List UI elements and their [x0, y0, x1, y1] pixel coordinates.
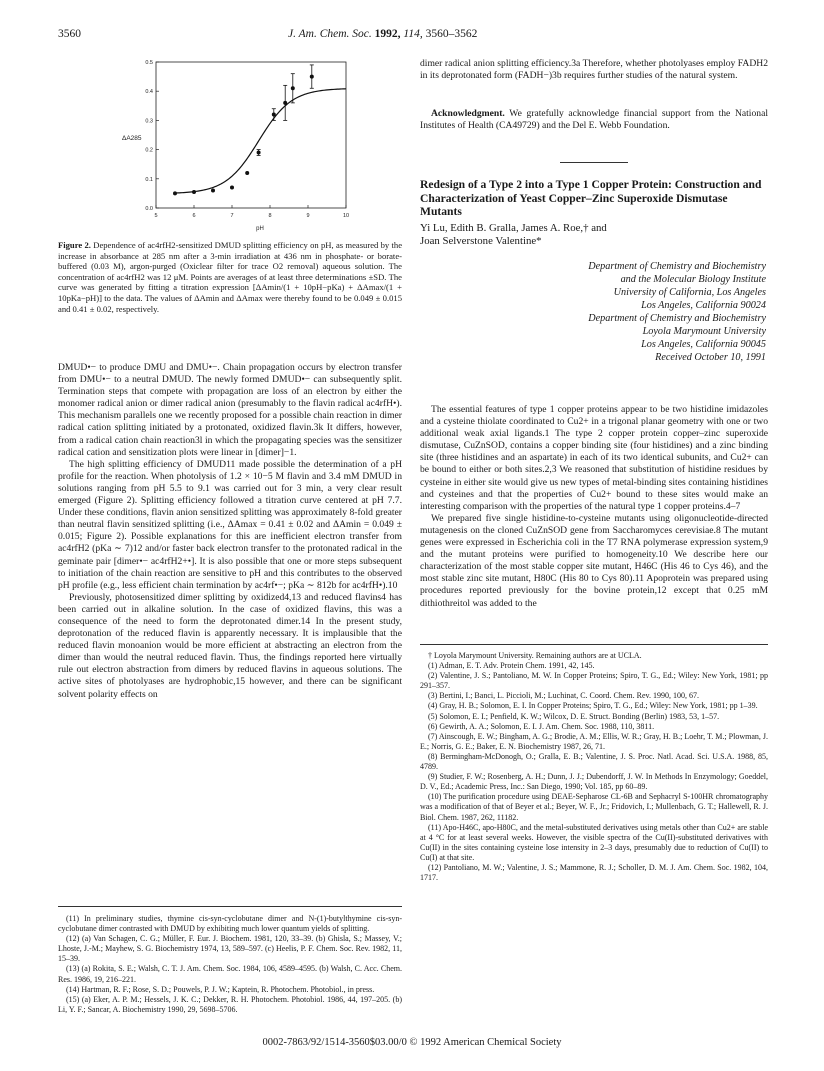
footnote: (5) Solomon, E. I.; Penfield, K. W.; Wilcox, D. E. Struct. Bonding (Berlin) 1983, 53, 1–57. — [428, 711, 720, 721]
journal-year: 1992, — [374, 28, 401, 40]
right-footnotes — [420, 651, 768, 883]
journal-name: J. Am. Chem. Soc. — [288, 28, 372, 40]
page-number: 3560 — [58, 28, 81, 40]
article-separator — [560, 162, 628, 163]
acknowledgment-text: We gratefully acknowledge financial support from the National Institutes of Health (CA49729) and the Del E. Webb Foundation. — [420, 108, 768, 132]
footnote: (7) Ainscough, E. W.; Bingham, A. G.; Brodie, A. M.; Ellis, W. R.; Gray, H. B.; Loehr, T. M.; Plowman, J. E.; Norris, G. E.; Baker, E. N. Biochemistry 1987, 26, 71. — [420, 731, 768, 751]
affiliation-line: Los Angeles, California 90045 — [641, 339, 766, 350]
paragraph: dimer radical anion splitting efficiency.3a Therefore, whether photolyases employ FADH2 in its deprotonated form (FADH−)3b requires further studies of the natural system. — [420, 58, 768, 82]
y-tick-label: 0.1 — [145, 176, 153, 183]
data-point — [230, 186, 234, 190]
footnote: (9) Studier, F. W.; Rosenberg, A. H.; Dunn, J. J.; Dubendorff, J. W. In Methods In Enzymology; Goeddel, D. V., Ed.; Academic Press, Inc.: San Diego, 1990; Vol. 185, pp 60–89. — [420, 772, 768, 792]
footnote: (10) The purification procedure using DEAE-Sepharose CL-6B and Sephacryl S-100HR chromatography was a modification of that of Beyer et al.; Beyer, W. F., Jr.; Fridovich, I.; Mullenbach, G. T.; Hallewell, R. J. Biol. Chem. 1987, 262, 11182. — [420, 792, 768, 822]
authors-line: Yi Lu, Edith B. Gralla, James A. Roe,† and — [420, 222, 607, 234]
authors-line: Joan Selverstone Valentine* — [420, 235, 542, 247]
fit-curve — [175, 89, 346, 193]
figure-caption-label: Figure 2. — [58, 240, 91, 250]
data-point — [245, 171, 249, 175]
footnote: (11) In preliminary studies, thymine cis-syn-cyclobutane dimer and N-(1)-butylthymine cis-syn-cyclobutane dimer contrasted with DMUD by exhibiting much lower quantum yields of splitting. — [58, 914, 402, 934]
affiliations — [420, 260, 766, 364]
footnote: (13) (a) Rokita, S. E.; Walsh, C. T. J. Am. Chem. Soc. 1984, 106, 4589–4595. (b) Walsh, C. Acc. Chem. Res. 1986, 19, 216–221. — [58, 964, 402, 984]
acknowledgment — [420, 108, 768, 132]
affiliation-line: Los Angeles, California 90024 — [641, 300, 766, 311]
copyright-footer: 0002-7863/92/1514-3560$03.00/0 © 1992 American Chemical Society — [262, 1037, 562, 1048]
acknowledgment-label: Acknowledgment. — [431, 108, 505, 119]
x-tick-label: 10 — [342, 213, 350, 219]
x-tick-label: 8 — [268, 213, 272, 219]
x-tick-label: 5 — [154, 213, 158, 219]
data-point — [257, 151, 261, 155]
footnote: (14) Hartman, R. F.; Rose, S. D.; Pouwels, P. J. W.; Kaptein, R. Photochem. Photobiol., in press. — [66, 984, 375, 994]
left-footnotes — [58, 914, 402, 1015]
journal-volume: 114, — [403, 28, 423, 40]
paragraph: The high splitting efficiency of DMUD11 made possible the determination of a pH profile for the reaction. When photolysis of 1.2 × 10−5 M flavin and 3.4 mM DMUD in solutions ranging from pH 5.5 to 9.1 was carried out for 3 min, a very clear result emerged (Figure 2). Splitting efficiency followed a titration curve centered at pH 7.7. Under these conditions, flavin anion sensitized splitting was approximately 8-fold greater than neutral flavin sensitized splitting (i.e., ΔAmax = 0.41 ± 0.02 and ΔAmin = 0.049 ± 0.015; Figure 2). Possible explanations for this are inefficient electron transfer from ac4rfH2 (pKa ∼ 7)12 and/or faster back electron transfer to the protonated radical in the geminate pair [dimer•− ac4rfH2+•]. It is also possible that one or more steps subsequent to initiation of the chain reaction are sensitive to pH and this contributes to the observed pH profile (e.g., less efficient chain termination by ac4rf•−; pKa ∼ 812b for ac4rfH•).10 — [58, 458, 402, 591]
journal-citation — [288, 28, 477, 40]
footnote: (12) Pantoliano, M. W.; Valentine, J. S.; Mammone, R. J.; Scholler, D. M. J. Am. Chem. Soc. 1982, 104, 1717. — [420, 862, 768, 883]
footnote: (2) Valentine, J. S.; Pantoliano, M. W. In Copper Proteins; Spiro, T. G., Ed.; Wiley: New York, 1981; pp 291–357. — [420, 671, 768, 691]
data-point — [291, 86, 295, 90]
data-point — [272, 113, 276, 117]
paragraph: We prepared five single histidine-to-cysteine mutants using oligonucleotide-directed mutagenesis on the cloned CuZnSOD gene from Saccharomyces cerevisiae.8 The mutant genes were expressed in Escherichia coli in the T7 RNA polymerase expression system,9 and the mutant proteins were purified to homogeneity.10 We describe here our characterization of the most stable copper site mutant, H46C (His 46 to Cys 46), and the most stable zinc site mutant, H80C (His 80 to Cys 80).11 Apoprotein was prepared using procedures reported previously for the bovine protein,12 except that 0.25 mM dithiothreitol was added to the — [420, 512, 768, 609]
affiliation-line: University of California, Los Angeles — [613, 287, 766, 298]
footnote: (4) Gray, H. B.; Solomon, E. I. In Copper Proteins; Spiro, T. G., Ed.; Wiley: New York, 1981; pp 1–39. — [428, 701, 758, 711]
footnote: (11) Apo-H46C, apo-H80C, and the metal-substituted derivatives using metals other than Cu2+ are stable at 4 °C for at least several weeks. However, the visible spectra of the Cu(II)-substituted derivatives with Cu(II) in the sites containing cysteine lose intensity in 2–3 days, presumably due to reduction of Cu(II) to Cu(I) at that site. — [420, 822, 768, 862]
journal-pages: 3560–3562 — [425, 28, 478, 40]
figure-caption-text: Dependence of ac4rfH2-sensitized DMUD splitting efficiency on pH, as measured by the increase in absorbance at 285 nm after a 3-min irradiation at 436 nm in phosphate- or borate-buffered (0.03 M), argon-purged (Oxiclear filter for trace O2 removal) aqueous solution. The concentration of ac4rfH2 was 12 μM. Points are averages of at least three determinations ±SD. The curve was generated by fitting a titration expression [ΔAmin/(1 + 10pH−pKa) + ΔAmax/(1 + 10pKa−pH)] to the data. The values of ΔAmin and ΔAmax were thereby found to be 0.049 ± 0.015 and 0.41 ± 0.02, respectively. — [58, 240, 403, 314]
figure-2-chart — [120, 56, 360, 234]
x-tick-label: 9 — [306, 213, 310, 219]
x-tick-label: 6 — [192, 213, 196, 219]
data-point — [211, 188, 215, 192]
footnote: † Loyola Marymount University. Remaining authors are at UCLA. — [428, 651, 642, 660]
y-axis-label: ΔA285 — [122, 135, 142, 142]
data-point — [192, 190, 196, 194]
x-axis-label: pH — [256, 226, 264, 232]
y-tick-label: 0.5 — [145, 60, 153, 66]
y-tick-label: 0.3 — [145, 118, 153, 125]
affiliation-line: Loyola Marymount University — [642, 326, 766, 337]
received-date: Received October 10, 1991 — [655, 352, 766, 363]
affiliation-line: Department of Chemistry and Biochemistry — [588, 261, 766, 272]
footnote-rule — [420, 644, 768, 645]
right-column-body — [420, 404, 768, 610]
data-point — [283, 101, 287, 105]
y-tick-label: 0.2 — [145, 147, 153, 154]
footnote: (8) Bermingham-McDonogh, O.; Gralla, E. B.; Valentine, J. S. Proc. Natl. Acad. Sci. U.S.A. 1988, 85, 4789. — [420, 751, 768, 772]
x-tick-label: 7 — [230, 213, 234, 219]
affiliation-line: Department of Chemistry and Biochemistry — [588, 313, 766, 324]
y-tick-label: 0.0 — [145, 206, 153, 212]
footnote-rule — [58, 906, 402, 907]
y-tick-label: 0.4 — [145, 89, 153, 96]
article-title: Redesign of a Type 2 into a Type 1 Copper Protein: Construction and Characterization of Yeast Copper–Zinc Superoxide Dismutase Mutants — [420, 178, 762, 219]
footnote: (3) Bertini, I.; Banci, L. Piccioli, M.; Luchinat, C. Coord. Chem. Rev. 1990, 100, 67. — [428, 691, 700, 701]
running-header — [58, 28, 774, 44]
footnote: (15) (a) Eker, A. P. M.; Hessels, J. K. C.; Dekker, R. H. Photochem. Photobiol. 1986, 44, 197–205. (b) Li, Y. F.; Sancar, A. Biochemistry 1990, 29, 5698–5706. — [58, 994, 402, 1014]
figure-caption — [58, 240, 402, 314]
plot-frame — [156, 62, 346, 208]
footnote: (6) Gewirth, A. A.; Solomon, E. I. J. Am. Chem. Soc. 1988, 110, 3811. — [428, 721, 655, 731]
footnote: (1) Adman, E. T. Adv. Protein Chem. 1991, 42, 145. — [428, 661, 595, 671]
right-column-continuation — [420, 58, 768, 82]
data-point — [173, 191, 177, 195]
affiliation-line: and the Molecular Biology Institute — [620, 274, 766, 285]
paragraph: Previously, photosensitized dimer splitting by oxidized4,13 and reduced flavins4 has been carried out in alkaline solution. In the case of oxidized flavins, this was a consequence of the need to form the deprotonated dimer.14 In the present study, deprotonation of the reduced flavin is apparently necessary. It is implausible that the reduced flavin monoanion would be more efficient at abstracting an electron from the dimer than would the neutral reduced flavin. Thus, the findings reported here virtually rule out electron abstraction from dimers by reduced flavins in aqueous solutions. The active sites of photolyases are hydrophobic,15 however, and there can be significant solvent polarity effects on — [58, 591, 402, 700]
data-points — [173, 65, 314, 195]
left-column-body — [58, 362, 402, 701]
footnote: (12) (a) Van Schagen, C. G.; Müller, F. Eur. J. Biochem. 1981, 120, 33–39. (b) Ghisla, S.; Massey, V.; Lhoste, J.-M.; Mayhew, S. G. Biochemistry 1974, 13, 589–597. (c) Heelis, P. F. Chem. Soc. Rev. 1982, 11, 15–39. — [58, 934, 402, 964]
article-authors — [420, 222, 768, 248]
paragraph: DMUD•− to produce DMU and DMU•−. Chain propagation occurs by electron transfer from DMU•− to a neutral DMUD. The newly formed DMUD•− can subsequently split. Termination steps that compete with propagation are loss of an electron by either the monomer radical anion or dimer radical anion (presumably to the flavin radical ac4rfH•). This mechanism parallels one we recently proposed for a possible chain reaction in dimer radical cation splitting initiated by a protonated, oxidized flavin.3k It differs, however, from a radical cation chain reaction3l in which the propagating species was the sensitizer radical cation and sensitization plots were linear in [dimer]−1. — [58, 362, 402, 458]
data-point — [310, 75, 314, 79]
chart-axes — [156, 62, 346, 208]
paragraph: The essential features of type 1 copper proteins appear to be two histidine imidazoles and a cysteine thiolate coordinated to Cu2+ in a trigonal planar geometry with one or two additional weak axial ligands.1 The type 2 copper protein copper–zinc superoxide dismutase, CuZnSOD, contains a copper binding site (four histidines) and a zinc binding site (three histidines and an aspartate) in each of its two identical subunits, and Cu2+ can be bound to either or both sites.2,3 We reasoned that substitution of histidine residues by cysteine in either site would give us new types of metal-binding sites containing histidines and cysteines and that the properties of Cu2+ bound to these sites would make an interesting comparison with the properties of the natural type 1 copper proteins.4–7 — [420, 404, 768, 512]
